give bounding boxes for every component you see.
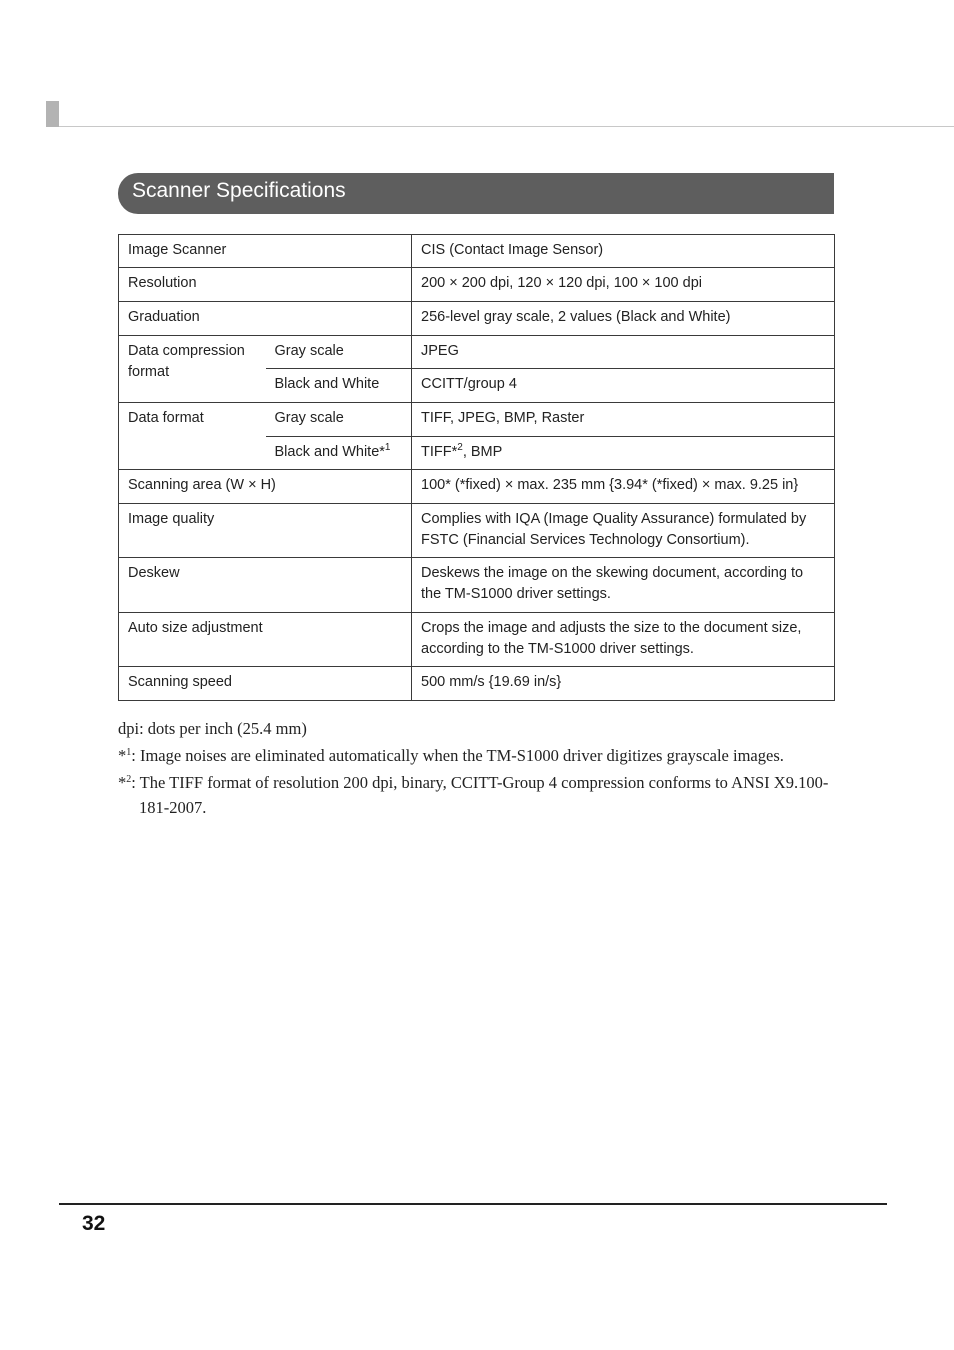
row-value: Deskews the image on the skewing document, according to the TM-S1000 driver settings.	[412, 558, 835, 613]
row-value: Crops the image and adjusts the size to the document size, according to the TM-S1000 driver settings.	[412, 613, 835, 667]
footnote-number: 2	[126, 774, 132, 785]
footnote-text: : The TIFF format of resolution 200 dpi, binary, CCITT-Group 4 compression conforms to ANSI X9.100-181-2007.	[131, 773, 829, 817]
row-label: Scanning area (W × H)	[119, 470, 412, 504]
row-label: Scanning speed	[119, 667, 412, 701]
row-value: TIFF, JPEG, BMP, Raster	[412, 403, 835, 437]
row-value: 100* (*fixed) × max. 235 mm {3.94* (*fixed) × max. 9.25 in}	[412, 470, 835, 504]
table-row	[119, 667, 835, 701]
row-value: Complies with IQA (Image Quality Assurance) formulated by FSTC (Financial Services Technology Consortium).	[412, 504, 835, 558]
scanner-spec-table	[118, 234, 835, 701]
footnote-number: 1	[126, 747, 132, 758]
row-value: JPEG	[412, 336, 835, 369]
row-sublabel: Gray scale	[266, 403, 412, 437]
footnote-ref: 1	[384, 442, 391, 453]
table-row	[119, 268, 835, 302]
page-number: 32	[82, 1212, 106, 1235]
row-value: CIS (Contact Image Sensor)	[412, 235, 835, 268]
footnote-1	[118, 743, 838, 768]
header-tab-marker	[46, 101, 59, 127]
row-label: Auto size adjustment	[119, 613, 412, 667]
footer-rule	[59, 1203, 887, 1205]
value-text-rest: , BMP	[462, 444, 503, 460]
table-row	[119, 558, 835, 613]
row-label: Deskew	[119, 558, 412, 613]
table-row	[119, 504, 835, 558]
row-label: Data format	[119, 403, 266, 470]
table-row	[119, 470, 835, 504]
dpi-note: dpi: dots per inch (25.4 mm)	[118, 719, 307, 738]
table-row	[119, 336, 835, 369]
row-label: Graduation	[119, 302, 412, 336]
footnote-text: : Image noises are eliminated automatically when the TM-S1000 driver digitizes grayscale images.	[131, 746, 784, 765]
footnote-ref: 2	[457, 442, 463, 453]
table-row	[119, 613, 835, 667]
row-value: 200 × 200 dpi, 120 × 120 dpi, 100 × 100 dpi	[412, 268, 835, 302]
row-label: Data compression format	[119, 336, 266, 403]
row-label: Image Scanner	[119, 235, 412, 268]
row-sublabel	[266, 437, 412, 470]
table-row	[119, 235, 835, 268]
row-value: 256-level gray scale, 2 values (Black and White)	[412, 302, 835, 336]
table-row	[119, 403, 835, 437]
footnote-marker: *	[118, 746, 127, 765]
row-value: 500 mm/s {19.69 in/s}	[412, 667, 835, 701]
value-text: TIFF*	[421, 444, 458, 460]
row-label: Resolution	[119, 268, 412, 302]
row-value	[412, 437, 835, 470]
row-label: Image quality	[119, 504, 412, 558]
row-sublabel: Gray scale	[266, 336, 412, 369]
section-banner	[118, 173, 834, 214]
table-row	[119, 302, 835, 336]
row-value: CCITT/group 4	[412, 369, 835, 403]
footnote-marker: *	[118, 773, 127, 792]
footnote-2	[118, 770, 838, 820]
footnotes	[118, 716, 838, 822]
header-rule	[59, 126, 954, 127]
row-sublabel: Black and White	[266, 369, 412, 403]
sublabel-text: Black and White*	[274, 444, 385, 460]
section-title: Scanner Specifications	[132, 179, 346, 202]
